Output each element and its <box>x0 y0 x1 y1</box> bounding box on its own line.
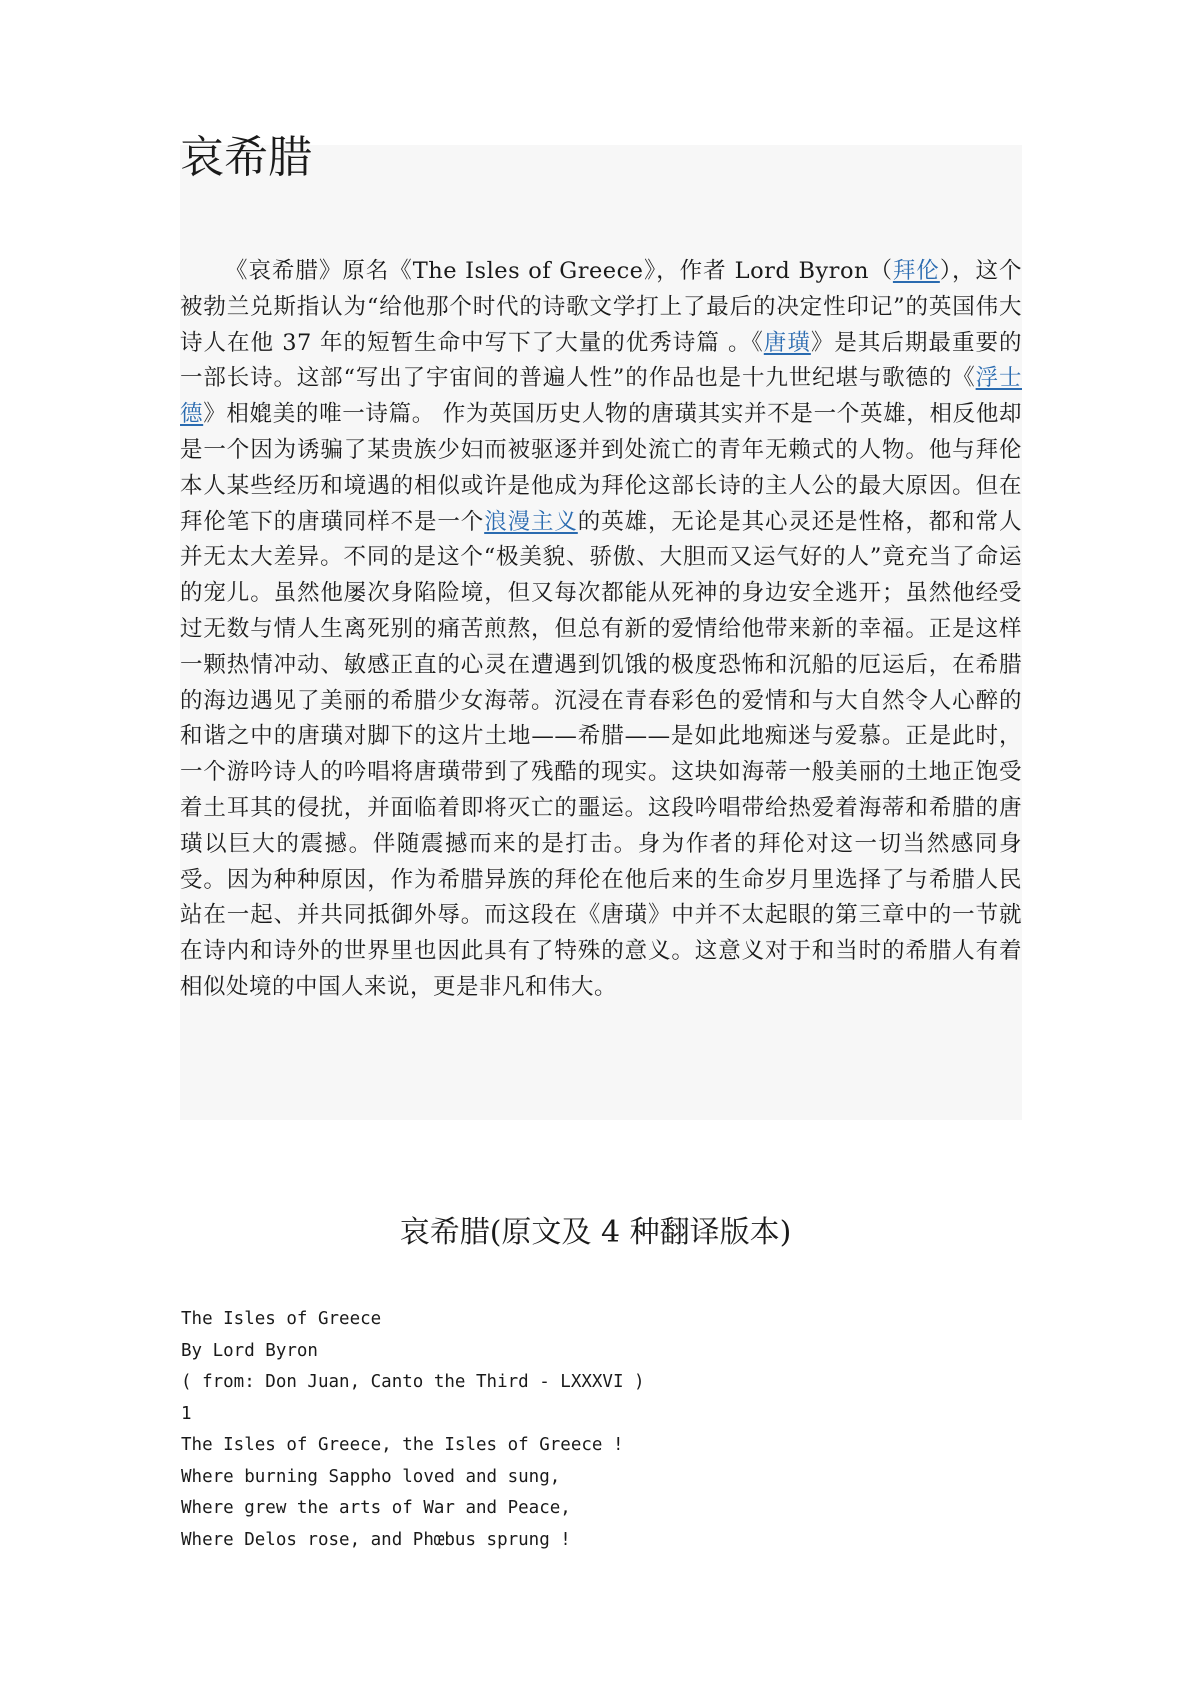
intro-text-1: 《哀希腊》原名《The Isles of Greece》，作者 Lord Byron（ <box>225 258 893 284</box>
intro-text-3: 》是其后期最重要的一部长诗。这部“写出了宇宙间的普遍人性”的作品也是十九世纪堪与歌德的《 <box>180 329 1022 392</box>
link-romanticism[interactable]: 浪漫主义 <box>484 508 578 535</box>
link-faust[interactable]: 浮士德 <box>180 365 1022 428</box>
intro-text-2: ），这个被勃兰兑斯指认为“给他那个时代的诗歌文学打上了最后的决定性印记”的英国伟大诗人在他 37 年的短暂生命中写下了大量的优秀诗篇 。《 <box>180 258 1022 356</box>
page-title: 哀希腊 <box>180 132 312 183</box>
section-title: 哀希腊(原文及 4 种翻译版本) <box>399 1215 792 1250</box>
poem-block <box>181 1304 645 1556</box>
poem-line: Where Delos rose, and Phœbus sprung ! <box>181 1529 571 1550</box>
intro-text-4: 》相媲美的唯一诗篇。 作为英国历史人物的唐璜其实并不是一个英雄，相反他却是一个因为诱骗了某贵族少妇而被驱逐并到处流亡的青年无赖式的人物。他与拜伦本人某些经历和境遇的相似或许是他成为拜伦这部长诗的主人公的最大原因。但在拜伦笔下的唐璜同样不是一个 <box>180 401 1022 535</box>
intro-paragraph <box>180 254 1022 1006</box>
poem-line: The Isles of Greece, the Isles of Greece ! <box>181 1435 624 1455</box>
link-byron[interactable]: 拜伦 <box>892 258 940 284</box>
link-don-juan[interactable]: 唐璜 <box>763 329 811 356</box>
poem-author: By Lord Byron <box>181 1340 318 1361</box>
poem-line: Where grew the arts of War and Peace, <box>181 1498 571 1518</box>
poem-line: Where burning Sappho loved and sung, <box>181 1466 561 1487</box>
intro-text-5: 的英雄，无论是其心灵还是性格，都和常人并无太大差异。不同的是这个“极美貌、骄傲、大胆而又运气好的人”竟充当了命运的宠儿。虽然他屡次身陷险境，但又每次都能从死神的身边安全逃开；虽然他经受过无数与情人生离死别的痛苦煎熬，但总有新的爱情给他带来新的幸福。正是这样一颗热情冲动、敏感正直的心灵在遭遇到饥饿的极度恐怖和沉船的厄运后，在希腊的海边遇见了美丽的希腊少女海蒂。沉浸在青春彩色的爱情和与大自然令人心醉的和谐之中的唐璜对脚下的这片土地——希腊——是如此地痴迷与爱慕。正是此时，一个游吟诗人的吟唱将唐璜带到了残酷的现实。这块如海蒂一般美丽的土地正饱受着土耳其的侵扰，并面临着即将灭亡的噩运。这段吟唱带给热爱着海蒂和希腊的唐璜以巨大的震撼。伴随震撼而来的是打击。身为作者的拜伦对这一切当然感同身受。因为种种原因，作为希腊异族的拜伦在他后来的生命岁月里选择了与希腊人民站在一起、并共同抵御外辱。而这段在《唐璜》中并不太起眼的第三章中的一节就在诗内和诗外的世界里也因此具有了特殊的意义。这意义对于和当时的希腊人有着相似处境的中国人来说，更是非凡和伟大。 <box>180 508 1022 1000</box>
poem-source: ( from: Don Juan, Canto the Third - LXXXVI ) <box>181 1372 645 1392</box>
poem-title: The Isles of Greece <box>181 1309 382 1329</box>
stanza-number: 1 <box>181 1403 192 1424</box>
